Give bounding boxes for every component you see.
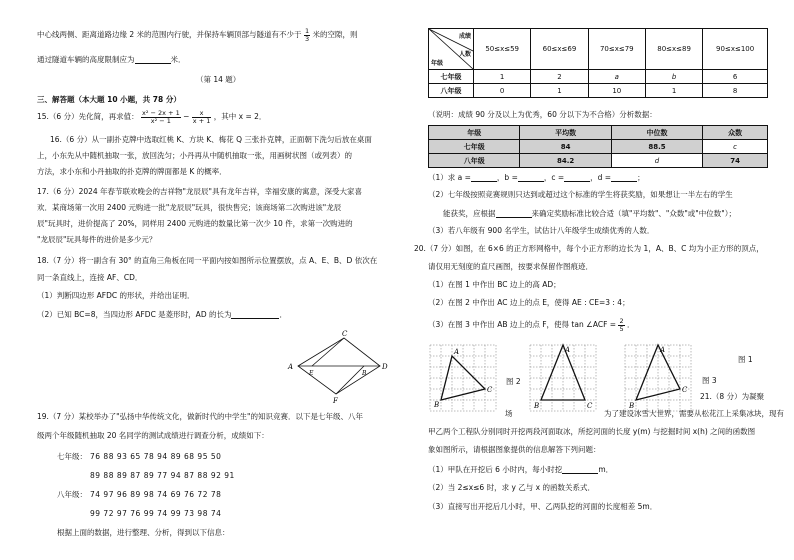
answer-blank-b[interactable] — [518, 172, 544, 182]
q20-line2: 请仅用无刻度的直尺画图，按要求保留作图痕迹． — [428, 262, 593, 271]
q21-line3: 象如图所示，请根据图象提供的信息解答下列问题： — [428, 445, 601, 454]
q17-line: 欢．某商场第一次用 2400 元购进一批"龙辰辰"玩具，很快售完；该商场第二次购进该"龙辰 — [37, 203, 342, 212]
q19-last-line: 根据上面的数据，进行整理、分析，得到以下信息： — [57, 528, 230, 537]
diag-label-grade: 年级 — [431, 60, 444, 67]
grid3-point-b: B — [629, 402, 635, 410]
table-header-cell: 80≤x≤89 — [645, 29, 702, 70]
section-3-title: 三、解答题（本大题 10 小题，共 78 分） — [37, 95, 181, 104]
q16-line: 16.（6 分）从一副扑克牌中选取红桃 K、方块 K、梅花 Q 三张扑克牌，正面朝下洗匀后放在桌面 — [50, 135, 372, 144]
q20-grid-figure-3 — [620, 340, 696, 416]
q14-line2: 通过隧道车辆的高度限制应为 米． — [37, 55, 186, 64]
table-header-cell: 90≤x≤100 — [703, 29, 768, 70]
frequency-table — [428, 28, 768, 98]
grid3-point-a: A — [660, 346, 666, 354]
q19-grade7-row2: 89 88 89 87 89 77 94 87 88 92 91 — [90, 471, 235, 480]
q17-line: "龙辰辰"玩具每件的进价是多少元？ — [37, 235, 157, 244]
grid2-point-c: C — [587, 402, 593, 410]
q19-line: 级两个年级随机抽取 20 名同学的测试成绩进行调查分析，成绩如下： — [37, 431, 269, 440]
grid2-point-a: A — [565, 346, 571, 354]
q20-grid-figure-2 — [525, 340, 601, 416]
answer-blank-a[interactable] — [471, 172, 497, 182]
diag-label-score: 成绩 — [458, 33, 471, 40]
grid3-point-c: C — [682, 386, 688, 394]
table-row: 八年级 0 1 10 1 8 — [429, 84, 768, 98]
q19-grade7-row1: 76 88 93 65 78 94 89 68 95 50 — [90, 452, 222, 461]
table-header-cell: 70≤x≤79 — [588, 29, 645, 70]
grid1-point-a: A — [454, 348, 460, 356]
q18-point-b: B — [362, 370, 367, 377]
q19-line: 19.（7 分）某校举办了"弘扬中华传统文化，做新时代的中学生"的知识竞赛．以下是七年级、八年 — [37, 412, 363, 421]
diag-label-count: 人数 — [458, 51, 471, 58]
q18-line: 18.（7 分）将一副含有 30° 的直角三角板在同一平面内按如图所示位置摆放，点 A、E、B、D 依次在 — [37, 256, 378, 265]
q18-point-e: E — [309, 370, 314, 377]
q20-line1: 20.（7 分）如图，在 6×6 的正方形网格中，每个小正方形的边长为 1，A、B、C 均为小正方形的顶点， — [414, 244, 764, 253]
table-note: （说明：成绩 90 分及以上为优秀，60 分以下为不合格）分析数据： — [428, 110, 657, 119]
q19-part2-line1: （2）七年级按照竞赛规则只达到或超过这个标准的学生将获奖励，如果想让一半左右的学生 — [428, 190, 733, 199]
q20-fraction: $\frac{2}{5}$ — [619, 317, 624, 333]
q17-line: 17.（6 分）2024 年春节联欢晚会的吉祥物"龙辰辰"具有龙年吉祥，幸福安康的寓意，深受大家喜 — [37, 187, 362, 196]
q20-part2: （2）在图 2 中作出 AC 边上的点 E，使得 AE : CE=3 : 4； — [428, 298, 630, 307]
q21-line1-a: 场 — [505, 409, 513, 418]
statistics-table: 年级 平均数 中位数 众数 七年级 84 88.5 c 八年级 84.2 d 74 — [428, 125, 768, 168]
q21-part2: （2）当 2≤x≤6 时，求 y 乙与 x 的函数关系式． — [428, 483, 596, 492]
q18-point-c: C — [342, 330, 348, 338]
q19-grade7-label: 七年级： — [57, 452, 87, 461]
q14-text-a: 中心线两侧、距离道路边缘 2 米的范围内行驶，并保持车辆顶部与隧道有不少于 — [37, 30, 302, 39]
answer-blank-c[interactable] — [564, 172, 590, 182]
q21-part1: （1）甲队在开挖后 6 小时内，每小时挖 m． — [428, 465, 614, 474]
q14-text-b: 米的空隙，则 — [312, 30, 358, 39]
q14-figure-caption: （第 14 题） — [196, 75, 241, 84]
q18-line: （1）判断四边形 AFDC 的形状，并给出证明． — [37, 291, 195, 300]
q15: 15.（6 分）先化简，再求值： $\frac{\text{x² − 2x + 1}}{\text{x² − 1}}$ − $\frac{x}{x + 1}$ ，其中 x = 2． — [37, 109, 267, 125]
table-row: 七年级 84 88.5 c — [429, 140, 768, 154]
q20-grid-figure-1 — [425, 340, 501, 416]
q15-fraction-1: $\frac{\text{x² − 2x + 1}}{\text{x² − 1}}$ — [141, 109, 180, 125]
fig3-label: 图 3 — [702, 376, 717, 385]
q21-line1-b: 为了建设冰雪大世界，需要从松花江上采集冰块，现有 — [604, 409, 784, 418]
q16-line: 方法，求小东和小丹抽取的扑克牌的牌面都是 K 的概率． — [37, 167, 227, 176]
q14-line1 — [37, 28, 357, 42]
q18-point-a: A — [288, 363, 294, 371]
answer-blank-d[interactable] — [611, 172, 637, 182]
fig2-label: 图 2 — [506, 377, 521, 386]
q19-grade8-row2: 99 72 97 76 99 74 99 73 98 74 — [90, 509, 222, 518]
q19-grade8-row1: 74 97 96 89 98 74 69 76 72 78 — [90, 490, 222, 499]
table-header-cell: 50≤x≤59 — [474, 29, 531, 70]
q15-fraction-2: $\frac{x}{x + 1}$ — [192, 109, 211, 125]
q19-part2-line2: 能获奖，应根据 来确定奖励标准比较合适（填"平均数"、"众数"或"中位数"）； — [443, 209, 736, 218]
answer-blank-measure[interactable] — [496, 208, 532, 218]
q20-part1: （1）在图 1 中作出 BC 边上的高 AD； — [428, 280, 561, 289]
q19-part3: （3）若八年级有 900 名学生，试估计八年级学生成绩优秀的人数． — [428, 226, 655, 235]
q19-part1: （1）求 a = ，b = ，c = ，d = ； — [428, 173, 645, 182]
q19-grade8-label: 八年级： — [57, 490, 87, 499]
q21-head: 21.（8 分）为凝聚 — [700, 392, 765, 401]
q18-quadrilateral-figure — [284, 328, 390, 404]
table-row: 七年级 1 2 a b 6 — [429, 70, 768, 84]
fig1-label: 图 1 — [738, 355, 753, 364]
grid1-point-b: B — [434, 401, 440, 409]
grid1-point-c: C — [487, 386, 493, 394]
q18-point-d: D — [382, 363, 388, 371]
q18-part2: （2）已知 BC=8，当四边形 AFDC 是菱形时，AD 的长为 ． — [37, 310, 287, 319]
q21-answer-blank[interactable] — [562, 464, 598, 474]
q16-line: 上，小东先从中随机抽取一张，放回洗匀；小丹再从中随机抽取一张，用画树状图（或列表）的 — [37, 151, 352, 160]
q14-answer-blank[interactable] — [135, 54, 171, 64]
q18-point-f: F — [333, 397, 338, 404]
q21-part3: （3）直接写出开挖后几小时，甲、乙两队挖的河面的长度相差 5m． — [428, 502, 658, 511]
q18-answer-blank[interactable] — [231, 309, 279, 319]
grid2-point-b: B — [534, 402, 540, 410]
q17-line: 辰"玩具时，进价提高了 20%，同样用 2400 元购进的数量比第一次少 10 件，求第一次购进的 — [37, 219, 353, 228]
q18-line: 同一条直线上，连接 AF、CD． — [37, 273, 143, 282]
table-header-cell: 60≤x≤69 — [531, 29, 588, 70]
q14-fraction: $\frac{1}{3}$ — [304, 27, 310, 43]
q21-line2: 甲乙两个工程队分别同时开挖两段河面取冰，所挖河面的长度 y(m) 与挖掘时间 x(h) 之间的函数图 — [428, 427, 756, 436]
table-row: 八年级 84.2 d 74 — [429, 154, 768, 168]
table-diagonal-header — [429, 29, 474, 70]
q20-part3: （3）在图 3 中作出 AB 边上的点 F，使得 tan ∠ACF = $\frac{2}{5}$ ． — [428, 317, 635, 333]
